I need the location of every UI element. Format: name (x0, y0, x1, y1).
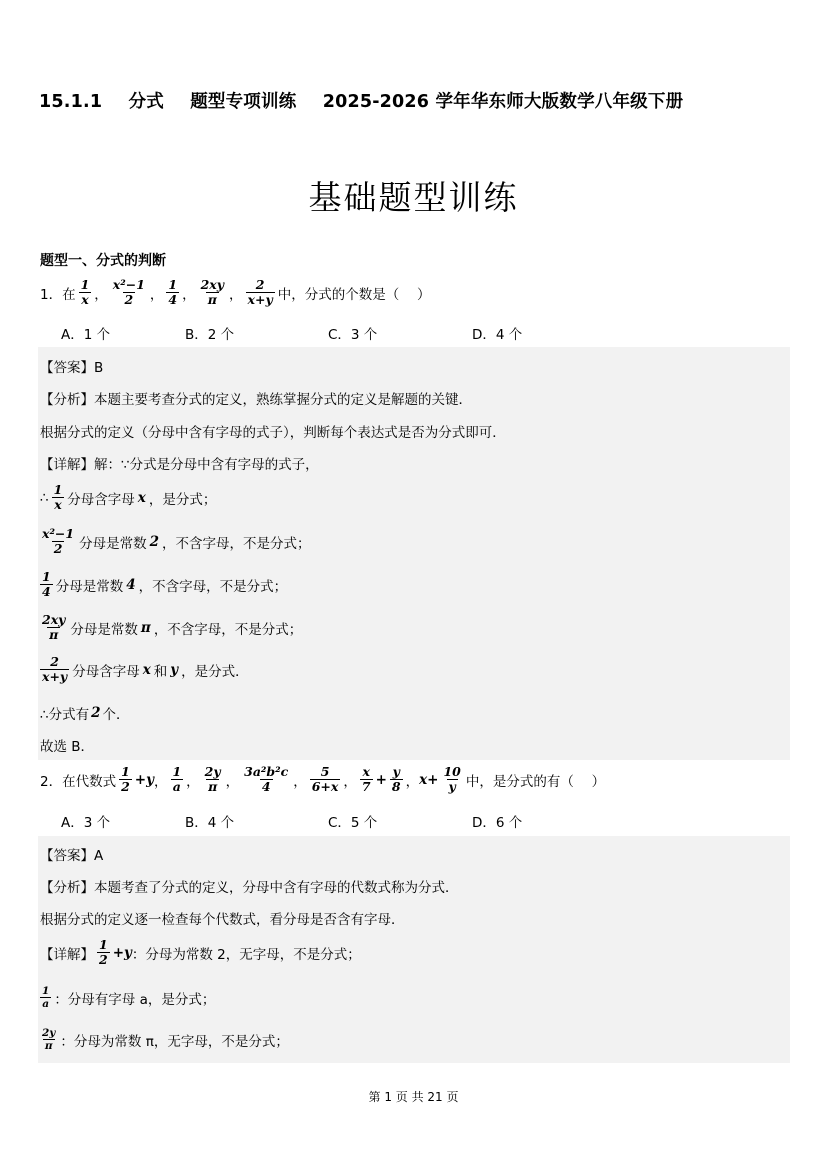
title-type: 题型专项训练 (190, 92, 297, 112)
q1-detail-line-4: $\frac{2xy}{\pi}$ 分母是常数 π ，不含字母，不是分式； (42, 612, 303, 643)
q1-analysis-2: 根据分式的定义（分母中含有字母的式子），判断每个表达式是否为分式即可． (40, 425, 506, 441)
q1-detail-line-3: $\frac{1}{4}$ 分母是常数 4 ，不含字母，不是分式； (42, 569, 288, 600)
q2-option-d: D．6 个 (472, 815, 523, 831)
q1-option-b: B．2 个 (185, 327, 235, 343)
type-heading: 题型一、分式的判断 (40, 253, 166, 269)
page-footer: 第 1 页 共 21 页 (368, 1090, 459, 1104)
q2-detail-line-2: $\frac{1}{a}$ ：分母有字母 a，是分式； (42, 985, 216, 1011)
q1-detail-line-2: $\frac{\text{x²−1}}{2}$ 分母是常数 2 ，不含字母，不是分式； (42, 526, 311, 557)
q1-choice: 故选 B． (40, 739, 95, 755)
q1-detail-line-5: $\frac{2}{x+y}$ 分母含字母 x 和 y ，是分式． (42, 654, 249, 685)
q1-expr-4: $\frac{2xy}{\pi}$ (200, 277, 225, 308)
q2-detail-line-3: $\frac{2y}{\pi}$ ：分母为常数 π，无字母，不是分式； (42, 1027, 289, 1053)
section-title: 基础题型训练 (308, 178, 519, 217)
q1-expr-5: $\frac{2}{x+y}$ (247, 277, 273, 308)
q1-analysis-1: 【分析】本题主要考查分式的定义，熟练掌握分式的定义是解题的关键． (40, 392, 472, 408)
question-1: 1．在 $\frac{1}{x}$ ， $\frac{\text{x²−1}}{2}$ ， $\frac{1}{4}$ ， $\frac{2xy}{\pi}$ ， $\frac{2}{x+y}$ 中，分式的个数是（ ） (40, 277, 431, 308)
q2-analysis-1: 【分析】本题考查了分式的定义，分母中含有字母的代数式称为分式． (40, 880, 459, 896)
q1-expr-3: $\frac{1}{4}$ (168, 277, 178, 308)
q1-detail-intro: 【详解】解：∵分式是分母中含有字母的式子， (40, 457, 319, 473)
q2-answer: 【答案】A (40, 848, 104, 864)
q2-detail-line-1: 【详解】 $\frac{1}{2}$ +y ：分母为常数 2，无字母，不是分式； (40, 937, 361, 968)
q1-option-d: D．4 个 (472, 327, 523, 343)
q1-expr-2: $\frac{\text{x²−1}}{2}$ (112, 277, 145, 308)
q2-option-c: C．5 个 (328, 815, 378, 831)
q1-option-a: A．1 个 (61, 327, 111, 343)
title-section-number: 15.1.1 (39, 92, 103, 112)
q1-expr-1: $\frac{1}{x}$ (80, 277, 90, 308)
q1-option-c: C．3 个 (328, 327, 378, 343)
document-title (39, 88, 703, 113)
q2-option-a: A．3 个 (61, 815, 111, 831)
title-course: 2025-2026 学年华东师大版数学八年级下册 (322, 92, 684, 112)
q1-answer: 【答案】B (40, 360, 104, 376)
q2-option-b: B．4 个 (185, 815, 235, 831)
q2-analysis-2: 根据分式的定义逐一检查每个代数式，看分母是否含有字母． (40, 912, 405, 928)
q1-conclusion: ∴分式有 2 个． (40, 705, 130, 723)
title-topic: 分式 (128, 92, 164, 112)
q1-detail-line-1: ∴ $\frac{1}{x}$ 分母含字母 x ，是分式； (40, 482, 217, 513)
question-2: 2．在代数式 $\frac{1}{2}$ +y ， $\frac{1}{a}$ ， $\frac{2y}{\pi}$ ， $\frac{\text{3a²b²c}}{4}$ ， $\frac{5}{6+x}$ ， $\frac{x}{7}$ + $\frac{y}{8}$ ， x+ $\frac{10}{y}$ 中，是分式的有（ ） (40, 764, 606, 795)
